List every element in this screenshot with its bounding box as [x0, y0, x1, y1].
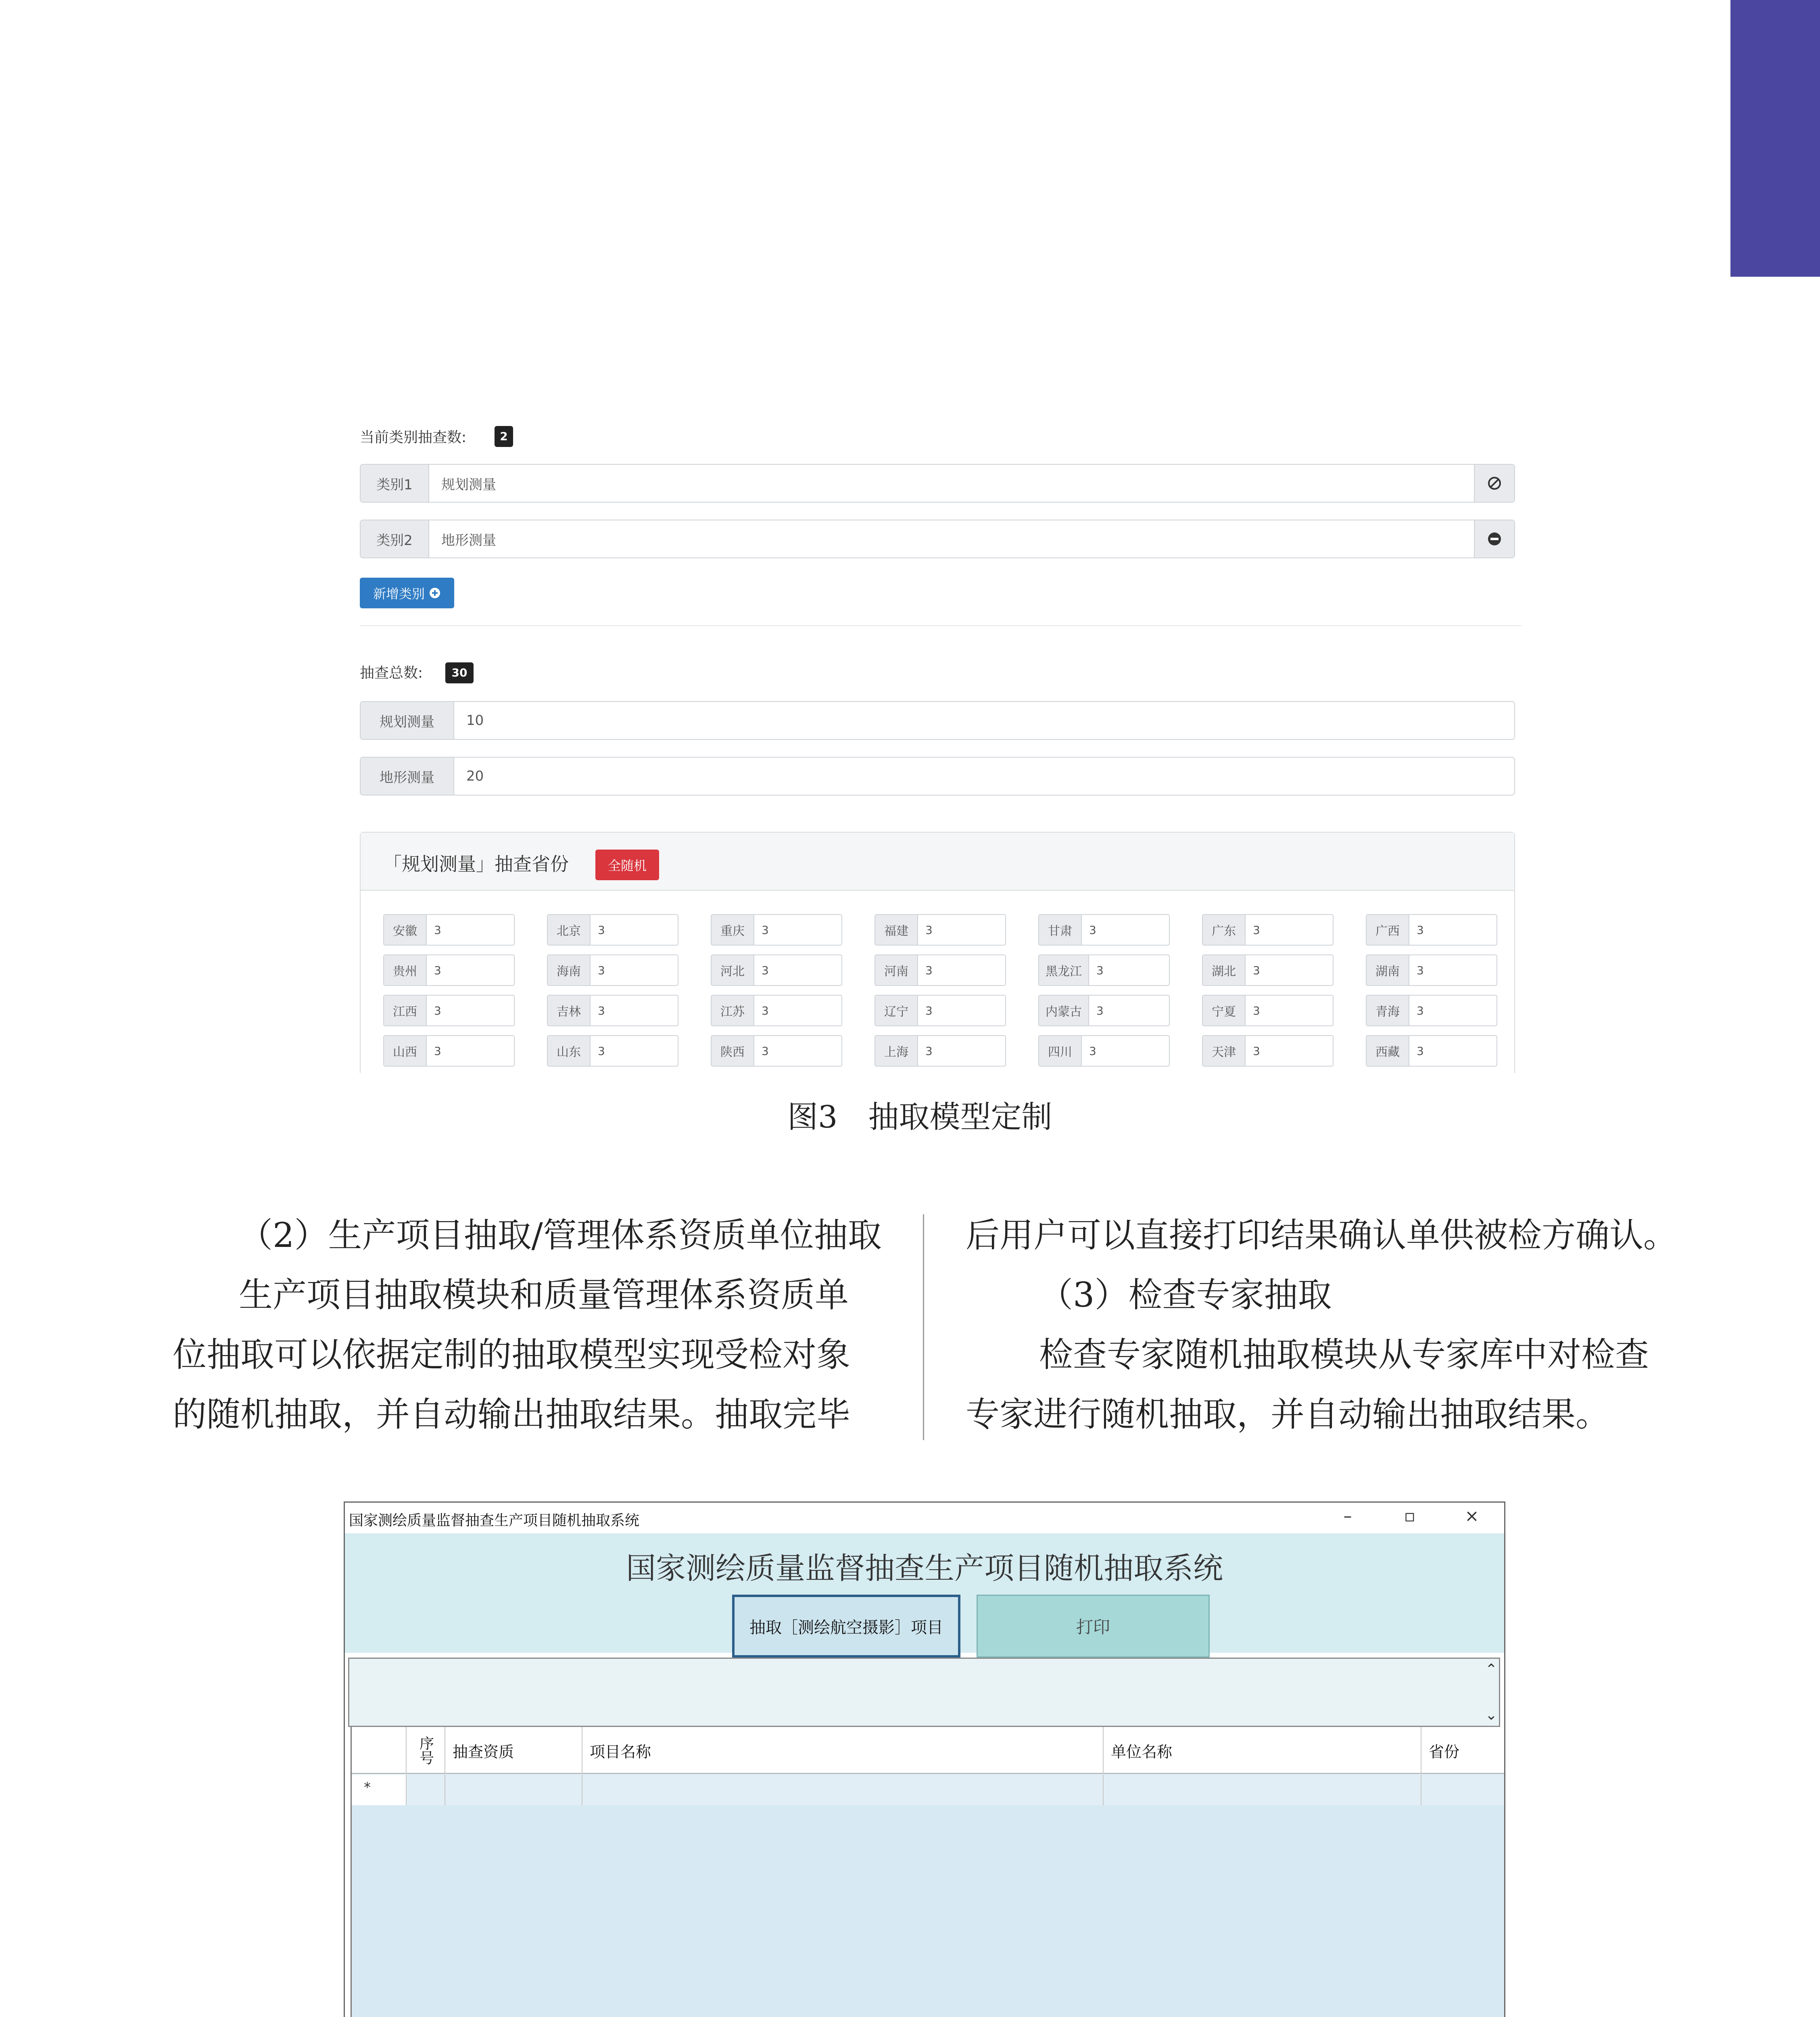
province-name: 北京: [548, 915, 591, 945]
province-count-input[interactable]: 3: [598, 1004, 605, 1017]
cell-unit-name[interactable]: [1104, 1775, 1421, 1805]
province-input-group: [547, 914, 678, 946]
province-count-input[interactable]: 3: [1253, 1004, 1260, 1017]
window-header: [345, 1533, 1504, 1653]
total-row-1: [360, 701, 1515, 740]
province-count-input[interactable]: 3: [1089, 1044, 1096, 1058]
province-input-group: [1202, 995, 1334, 1026]
divider: [360, 625, 1522, 626]
right-col-line-2: （3）检查专家抽取: [1039, 1275, 1332, 1315]
add-category-label: 新增类别: [373, 586, 425, 601]
province-name: 广西: [1367, 915, 1409, 945]
province-input-group: [383, 954, 515, 986]
cell-province[interactable]: [1421, 1775, 1505, 1805]
province-count-input[interactable]: 3: [598, 923, 605, 937]
left-col-line-2: 生产项目抽取模块和质量管理体系资质单: [239, 1275, 849, 1315]
province-input-group: [1038, 1035, 1170, 1067]
province-name: 贵州: [384, 955, 427, 985]
province-input-group: [547, 995, 678, 1026]
province-count-input[interactable]: 3: [1417, 1044, 1424, 1058]
province-input-group: [383, 995, 515, 1026]
add-category-button[interactable]: [360, 578, 454, 608]
left-col-line-4: 的随机抽取，并自动输出抽取结果。抽取完毕: [173, 1395, 851, 1434]
category-value-input[interactable]: 规划测量: [441, 476, 496, 493]
column-header-index[interactable]: 序号: [407, 1727, 445, 1774]
disable-category-button[interactable]: [1474, 465, 1514, 502]
province-count-input[interactable]: 3: [925, 1004, 933, 1017]
province-name: 河北: [712, 955, 754, 985]
current-count-label: 当前类别抽查数:: [360, 429, 467, 446]
province-input-group: [1038, 995, 1170, 1026]
province-name: 江西: [384, 996, 427, 1025]
current-count-badge: 2: [495, 426, 513, 447]
print-button[interactable]: 打印: [977, 1595, 1210, 1658]
province-input-group: [875, 914, 1006, 946]
province-name: 四川: [1039, 1036, 1082, 1066]
province-input-group: [547, 954, 678, 986]
province-count-input[interactable]: 3: [1096, 963, 1104, 977]
province-input-group: [711, 995, 842, 1026]
minimize-icon[interactable]: –: [1343, 1506, 1352, 1526]
province-name: 宁夏: [1203, 996, 1246, 1025]
province-input-group: [711, 954, 842, 986]
column-header-project-name[interactable]: 项目名称: [582, 1727, 1104, 1774]
province-count-input[interactable]: 3: [434, 923, 441, 937]
province-input-group: [1366, 995, 1497, 1026]
province-name: 甘肃: [1039, 915, 1082, 945]
province-input-group: [875, 1035, 1006, 1067]
province-count-input[interactable]: 3: [598, 1044, 605, 1058]
total-label: 规划测量: [361, 702, 454, 739]
province-count-input[interactable]: 3: [1253, 1044, 1260, 1058]
row-selector[interactable]: [352, 1775, 407, 1805]
province-count-input[interactable]: 3: [1096, 1004, 1104, 1017]
province-input-group: [711, 1035, 842, 1067]
left-col-line-1: （2）生产项目抽取/管理体系资质单位抽取: [239, 1215, 882, 1255]
province-count-input[interactable]: 3: [1089, 923, 1096, 937]
province-panel-header: [361, 833, 1514, 891]
total-count-label: 抽查总数:: [360, 665, 423, 681]
province-count-input[interactable]: 3: [762, 963, 769, 977]
cell-qualification[interactable]: [445, 1775, 582, 1805]
column-header-qualification[interactable]: 抽查资质: [445, 1727, 582, 1774]
province-name: 重庆: [712, 915, 754, 945]
category-value-input[interactable]: 地形测量: [441, 532, 496, 549]
province-count-input[interactable]: 3: [434, 1044, 441, 1058]
plus-circle-icon: [429, 587, 441, 599]
result-text-area[interactable]: [348, 1658, 1500, 1727]
random-all-button[interactable]: 全随机: [595, 850, 659, 880]
province-input-group: [1366, 914, 1497, 946]
province-count-input[interactable]: 3: [1417, 1004, 1424, 1017]
province-count-input[interactable]: 3: [762, 923, 769, 937]
total-value-input[interactable]: 20: [466, 768, 484, 784]
province-input-group: [1202, 954, 1334, 986]
scroll-up-icon[interactable]: ⌃: [1485, 1661, 1497, 1678]
province-name: 江苏: [712, 996, 754, 1025]
province-name: 辽宁: [875, 996, 918, 1025]
province-input-group: [547, 1035, 678, 1067]
province-input-group: [383, 914, 515, 946]
province-name: 天津: [1203, 1036, 1246, 1066]
province-name: 广东: [1203, 915, 1246, 945]
province-count-input[interactable]: 3: [1253, 963, 1260, 977]
category-label: 类别1: [361, 465, 429, 502]
province-name: 陕西: [712, 1036, 754, 1066]
province-count-input[interactable]: 3: [762, 1044, 769, 1058]
province-count-input[interactable]: 3: [1417, 923, 1424, 937]
province-count-input[interactable]: 3: [434, 1004, 441, 1017]
figure-3-extraction-model: [360, 410, 1522, 1073]
province-panel: [360, 832, 1515, 1073]
province-input-group: [1202, 1035, 1334, 1067]
province-name: 安徽: [384, 915, 427, 945]
scroll-down-icon[interactable]: ⌄: [1485, 1707, 1497, 1723]
total-value-input[interactable]: 10: [466, 712, 484, 729]
province-count-input[interactable]: 3: [925, 923, 933, 937]
ban-icon: [1486, 475, 1503, 491]
maximize-icon[interactable]: ▫: [1404, 1506, 1416, 1526]
grid-header: [352, 1727, 1504, 1774]
category-label: 类别2: [361, 520, 429, 557]
system-heading: 国家测绘质量监督抽查生产项目随机抽取系统: [626, 1551, 1223, 1586]
row-header-corner: [352, 1727, 407, 1774]
province-name: 海南: [548, 955, 591, 985]
column-header-province[interactable]: 省份: [1429, 1743, 1460, 1761]
cell-index[interactable]: [407, 1775, 445, 1805]
province-count-input[interactable]: 3: [1417, 963, 1424, 977]
province-count-input[interactable]: 3: [434, 963, 441, 977]
province-name: 湖南: [1367, 955, 1409, 985]
chapter-side-tab: [1730, 0, 1820, 277]
results-grid: [351, 1727, 1504, 2017]
province-input-group: [1038, 914, 1170, 946]
category-row-1: [360, 464, 1515, 503]
total-row-2: [360, 757, 1515, 796]
province-name: 青海: [1367, 996, 1409, 1025]
province-name: 上海: [875, 1036, 918, 1066]
province-name: 吉林: [548, 996, 591, 1025]
province-name: 西藏: [1367, 1036, 1409, 1066]
total-label: 地形测量: [361, 758, 454, 795]
province-input-group: [1366, 1035, 1497, 1067]
table-row-new[interactable]: [352, 1775, 1504, 1805]
extract-project-button[interactable]: 抽取［测绘航空摄影］项目: [732, 1595, 960, 1658]
cell-project-name[interactable]: [582, 1775, 1104, 1805]
category-row-2: [360, 520, 1515, 558]
province-name: 黑龙江: [1039, 955, 1089, 985]
new-row-marker: *: [364, 1779, 371, 1796]
extraction-system-window: [344, 1501, 1505, 2017]
province-count-input[interactable]: 3: [925, 1044, 933, 1058]
column-divider: [923, 1214, 924, 1440]
province-name: 内蒙古: [1039, 996, 1089, 1025]
window-titlebar: [345, 1503, 1504, 1533]
province-name: 福建: [875, 915, 918, 945]
window-title: 国家测绘质量监督抽查生产项目随机抽取系统: [349, 1512, 640, 1529]
province-count-input[interactable]: 3: [1253, 923, 1260, 937]
province-panel-title: 「规划测量」抽查省份: [383, 853, 569, 875]
province-name: 山西: [384, 1036, 427, 1066]
remove-category-button[interactable]: [1474, 520, 1514, 557]
close-icon[interactable]: ×: [1465, 1506, 1479, 1526]
minus-circle-icon: [1486, 531, 1503, 547]
province-input-group: [875, 995, 1006, 1026]
left-col-line-3: 位抽取可以依据定制的抽取模型实现受检对象: [173, 1335, 851, 1374]
column-header-unit-name[interactable]: 单位名称: [1104, 1727, 1421, 1774]
figure-3-caption: 图3 抽取模型定制: [787, 1099, 1052, 1135]
province-count-input[interactable]: 3: [598, 963, 605, 977]
province-name: 山东: [548, 1036, 591, 1066]
province-input-group: [1366, 954, 1497, 986]
right-col-line-1: 后用户可以直接打印结果确认单供被检方确认。: [966, 1215, 1678, 1255]
province-input-group: [383, 1035, 515, 1067]
province-count-input[interactable]: 3: [925, 963, 933, 977]
province-input-group: [1038, 954, 1170, 986]
province-name: 河南: [875, 955, 918, 985]
province-input-group: [875, 954, 1006, 986]
province-input-group: [711, 914, 842, 946]
province-name: 湖北: [1203, 955, 1246, 985]
province-count-input[interactable]: 3: [762, 1004, 769, 1017]
total-count-badge: 30: [445, 662, 474, 683]
right-col-line-3: 检查专家随机抽取模块从专家库中对检查: [1039, 1335, 1649, 1374]
right-col-line-4: 专家进行随机抽取，并自动输出抽取结果。: [966, 1395, 1610, 1434]
province-input-group: [1202, 914, 1334, 946]
